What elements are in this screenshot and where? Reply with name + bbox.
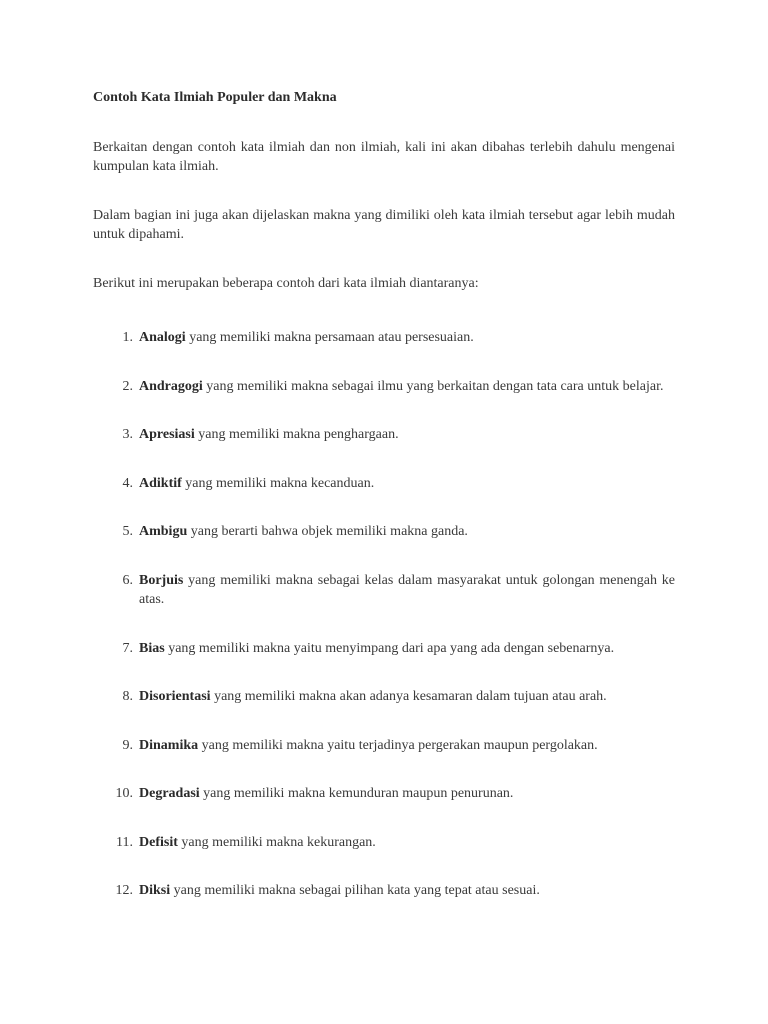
item-term: Adiktif (139, 475, 182, 491)
document-page (93, 88, 675, 930)
item-term: Degradasi (139, 786, 200, 801)
list-item (93, 425, 675, 445)
item-description: yang memiliki makna penghargaan. (194, 427, 399, 442)
item-number: 6. (122, 572, 133, 588)
item-term: Ambigu (139, 524, 188, 539)
item-term: Diksi (139, 883, 171, 898)
item-description: yang memiliki makna kemunduran maupun penurunan. (199, 786, 514, 801)
paragraph-intro-1: Berkaitan dengan contoh kata ilmiah dan non ilmiah, kali ini akan dibahas terlebih dahulu mengenai kumpulan kata ilmiah. (93, 139, 675, 174)
term-list (93, 328, 675, 901)
item-description: yang memiliki makna akan adanya kesamaran dalam tujuan atau arah. (210, 689, 607, 704)
list-item (93, 377, 675, 397)
item-description: yang memiliki makna sebagai ilmu yang berkaitan dengan tata cara untuk belajar. (202, 378, 664, 394)
document-title: Contoh Kata Ilmiah Populer dan Makna (93, 90, 337, 105)
item-description: yang memiliki makna kekurangan. (177, 834, 376, 850)
item-description: yang memiliki makna kecanduan. (181, 475, 375, 491)
list-item (93, 522, 675, 542)
list-item (93, 881, 675, 901)
paragraph-list-lead: Berikut ini merupakan beberapa contoh dari kata ilmiah diantaranya: (93, 275, 479, 291)
list-item (93, 784, 675, 804)
item-number: 2. (122, 378, 133, 394)
item-number: 8. (122, 689, 133, 704)
list-item (93, 328, 675, 348)
list-item (93, 833, 675, 853)
item-term: Dinamika (139, 737, 199, 753)
item-number: 9. (122, 737, 133, 753)
item-description: yang memiliki makna yaitu menyimpang dari apa yang ada dengan sebenarnya. (164, 640, 615, 656)
item-term: Andragogi (139, 378, 203, 394)
item-description: yang memiliki makna yaitu terjadinya pergerakan maupun pergolakan. (198, 737, 598, 753)
item-number: 1. (122, 330, 133, 345)
item-term: Defisit (139, 834, 178, 850)
list-item (93, 474, 675, 494)
item-description: yang memiliki makna persamaan atau persesuaian. (185, 330, 474, 345)
item-number: 11. (116, 834, 133, 850)
item-term: Borjuis (139, 572, 184, 588)
item-number: 5. (122, 524, 133, 539)
item-term: Disorientasi (139, 689, 211, 704)
item-number: 3. (122, 427, 133, 442)
paragraph-intro-2: Dalam bagian ini juga akan dijelaskan makna yang dimiliki oleh kata ilmiah tersebut agar lebih mudah untuk dipahami. (93, 207, 675, 242)
list-item (93, 736, 675, 756)
item-term: Bias (139, 640, 165, 656)
item-description: yang memiliki makna sebagai kelas dalam masyarakat untuk golongan menengah ke atas. (139, 572, 675, 607)
list-item (93, 687, 675, 707)
item-number: 4. (122, 475, 133, 491)
item-number: 12. (115, 883, 133, 898)
item-description: yang memiliki makna sebagai pilihan kata yang tepat atau sesuai. (170, 883, 540, 898)
item-description: yang berarti bahwa objek memiliki makna ganda. (187, 524, 468, 539)
item-number: 10. (115, 786, 133, 801)
list-item (93, 639, 675, 659)
list-item (93, 571, 675, 610)
item-term: Analogi (139, 330, 186, 345)
item-number: 7. (122, 640, 133, 656)
item-term: Apresiasi (139, 427, 195, 442)
